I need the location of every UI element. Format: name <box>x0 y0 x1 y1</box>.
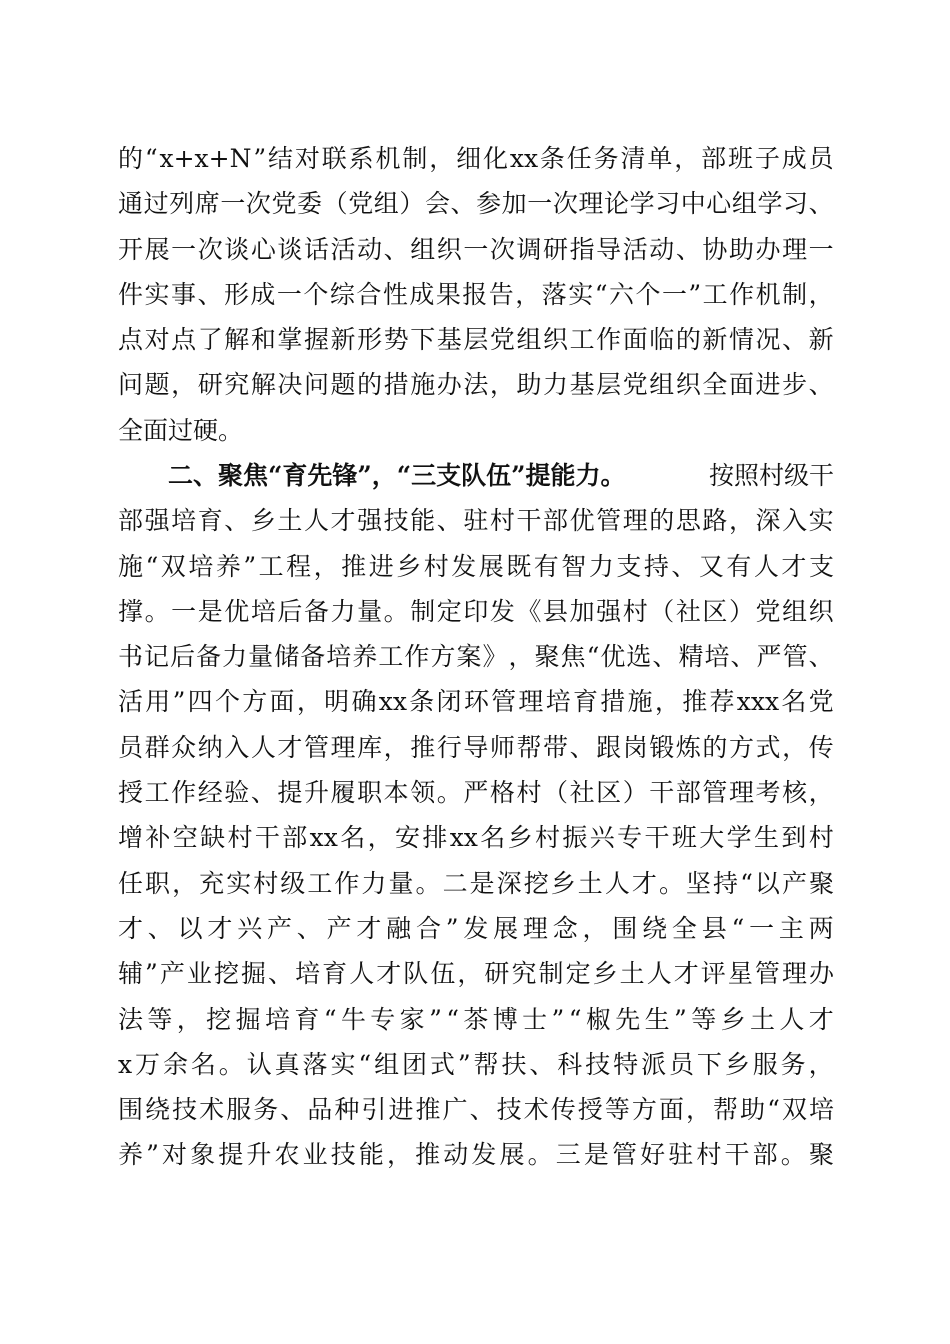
paragraph-2-line: 撑 。 一 是 优 培 后 备 力 量 。 制 定 印 发 《 县 加 强 村 （ 社 区 ） 党 组 织 <box>118 596 834 626</box>
paragraph-2-line: 授 工 作 经 验 、 提 升 履 职 本 领 。 严 格 村 （ 社 区 ） 干 部 管 理 考 核 ， <box>118 778 834 808</box>
paragraph-2-line: 养 ” 对 象 提 升 农 业 技 能 ， 推 动 发 展 。 三 是 管 好 驻 村 干 部 。 聚 <box>118 1140 834 1170</box>
paragraph-1-line: 点 对 点 了 解 和 掌 握 新 形 势 下 基 层 党 组 织 工 作 面 临 的 新 情 况 、 新 <box>118 325 834 355</box>
paragraph-2-first-line <box>118 453 834 498</box>
paragraph-2-line: 员 群 众 纳 入 人 才 管 理 库 ， 推 行 导 师 帮 带 、 跟 岗 锻 炼 的 方 式 ， 传 <box>118 732 834 762</box>
paragraph-2-line: 才 、 以 才 兴 产 、 产 才 融 合 ” 发 展 理 念 ， 围 绕 全 县 “ 一 主 两 <box>118 913 834 943</box>
paragraph-1-line: 通 过 列 席 一 次 党 委 （ 党 组 ） 会 、 参 加 一 次 理 论 学 习 中 心 组 学 习 、 <box>118 189 834 219</box>
paragraph-2-line: 部 强 培 育 、 乡 土 人 才 强 技 能 、 驻 村 干 部 优 管 理 的 思 路 ， 深 入 实 <box>118 506 834 536</box>
paragraph-2-line: 活 用 ” 四 个 方 面 ， 明 确 xx 条 闭 环 管 理 培 育 措 施 ， 推 荐 xxx 名 党 <box>118 687 834 717</box>
paragraph-1-line: 件 实 事 、 形 成 一 个 综 合 性 成 果 报 告 ， 落 实 “ 六 个 一 ” 工 作 机 制 ， <box>118 279 834 309</box>
section-heading: 二、聚焦“育先锋”，“三支队伍”提能力。 <box>168 461 626 490</box>
paragraph-2-line: 围 绕 技 术 服 务 、 品 种 引 进 推 广 、 技 术 传 授 等 方 面 ， 帮 助 “ 双 培 <box>118 1095 834 1125</box>
paragraph-2-line: 书 记 后 备 力 量 储 备 培 养 工 作 方 案 》 ， 聚 焦 “ 优 选 、 精 培 、 严 管 、 <box>118 642 834 672</box>
paragraph-1-line: 的 “ x+x+N ” 结 对 联 系 机 制 ， 细 化 xx 条 任 务 清 单 ， 部 班 子 成 员 <box>118 144 834 173</box>
paragraph-2-line: 施 “ 双 培 养 ” 工 程 ， 推 进 乡 村 发 展 既 有 智 力 支 持 、 又 有 人 才 支 <box>118 551 834 581</box>
paragraph-2 <box>118 453 834 1178</box>
paragraph-1-line: 全面过硬。 <box>118 415 244 445</box>
paragraph-2-line: 增 补 空 缺 村 干 部 xx 名 ， 安 排 xx 名 乡 村 振 兴 专 干 班 大 学 生 到 村 <box>118 823 834 853</box>
paragraph-2-line: 任 职 ， 充 实 村 级 工 作 力 量 。 二 是 深 挖 乡 土 人 才 。 坚 持 “ 以 产 聚 <box>118 868 834 898</box>
paragraph-2-first-line-rest: 按照村级干 <box>708 461 834 490</box>
paragraph-1-line: 问 题 ， 研 究 解 决 问 题 的 措 施 办 法 ， 助 力 基 层 党 组 织 全 面 进 步 、 <box>118 370 834 400</box>
paragraph-2-line: 辅 ” 产 业 挖 掘 、 培 育 人 才 队 伍 ， 研 究 制 定 乡 土 人 才 评 星 管 理 办 <box>118 959 834 989</box>
paragraph-1-line: 开 展 一 次 谈 心 谈 话 活 动 、 组 织 一 次 调 研 指 导 活 动 、 协 助 办 理 一 <box>118 234 834 264</box>
paragraph-2-line: 法 等 ， 挖 掘 培 育 “ 牛 专 家 ” “ 茶 博 士 ” “ 椒 先 生 ” 等 乡 土 人 才 <box>118 1004 834 1034</box>
paragraph-2-line: x 万 余 名 。 认 真 落 实 “ 组 团 式 ” 帮 扶 、 科 技 特 派 员 下 乡 服 务 ， <box>118 1049 834 1079</box>
paragraph-1 <box>118 136 834 453</box>
